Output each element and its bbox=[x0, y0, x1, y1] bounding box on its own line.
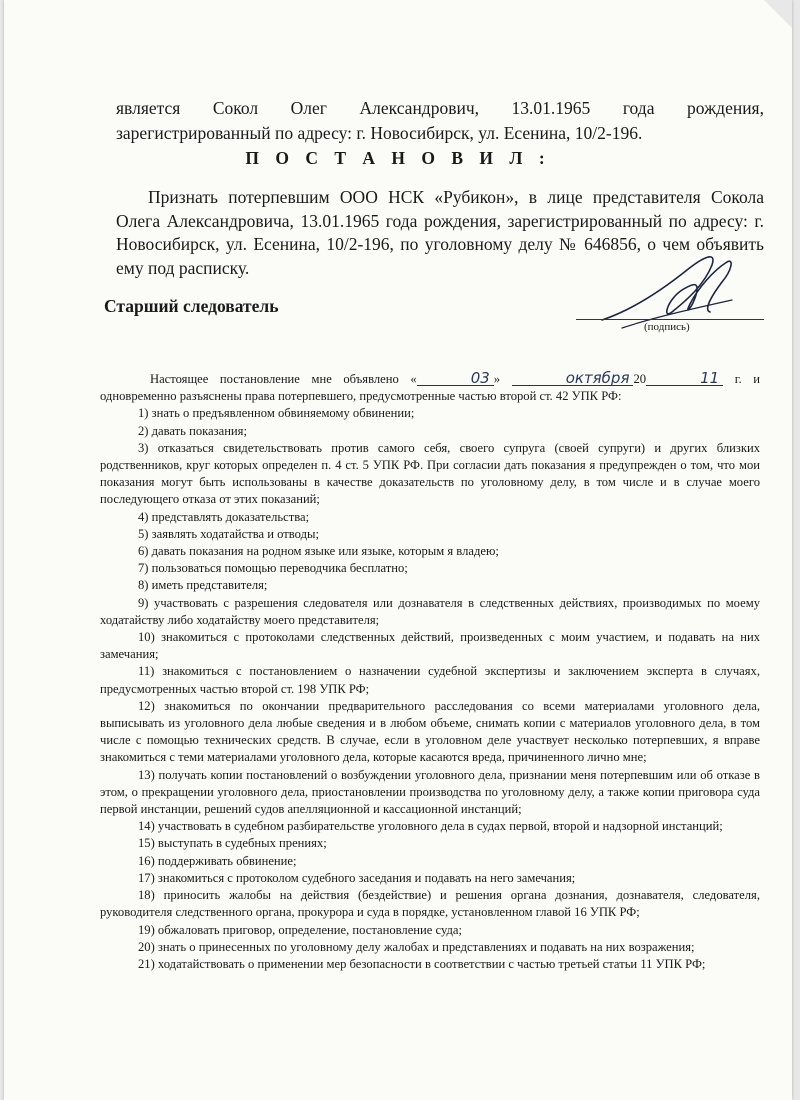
rights-item: 9) участвовать с разрешения следователя или дознавателя в следственных действиях, производимых по моему ходатайству либо ходатайству моего представителя; bbox=[100, 595, 760, 627]
rights-item: 16) поддерживать обвинение; bbox=[138, 853, 297, 868]
investigator-title: Старший следователь bbox=[104, 296, 279, 316]
document-page bbox=[4, 0, 792, 1100]
notice-intro bbox=[100, 371, 760, 405]
rights-item: 5) заявлять ходатайства и отводы; bbox=[138, 526, 319, 541]
rights-item: 3) отказаться свидетельствовать против самого себя, своего супруга (своей супруги) и других близких родственников, круг которых определен п. 4 ст. 5 УПК РФ. При согласии дать показания я предупрежден о том, что мои показания могут быть использованы в качестве доказательств по уголовному делу, в том числе и в случае моего последующего отказа от этих показаний; bbox=[100, 440, 760, 507]
rights-item: 14) участвовать в судебном разбирательстве уголовного дела в судах первой, второй и надзорной инстанций; bbox=[138, 819, 723, 834]
handwritten-year: 11 bbox=[646, 371, 723, 386]
notice-intro-start: Настоящее постановление мне объявлено bbox=[150, 372, 399, 386]
rights-item: 13) получать копии постановлений о возбуждении уголовного дела, признании меня потерпевшим или об отказе в этом, о прекращении уголовного дела, приостановлении производства по уголовному делу, а также копии приговора суда первой инстанции, решений судов апелляционной и кассационной инстанций; bbox=[100, 767, 760, 817]
signature-caption: (подпись) bbox=[644, 321, 690, 333]
handwritten-day: 03 bbox=[417, 371, 494, 386]
rights-item: 17) знакомиться с протоколом судебного заседания и подавать на него замечания; bbox=[138, 870, 576, 885]
rights-notice bbox=[100, 371, 760, 973]
folded-corner bbox=[764, 0, 792, 28]
victim-representative-paragraph bbox=[116, 96, 764, 146]
rights-list bbox=[100, 405, 760, 973]
day-open-quote: « bbox=[410, 372, 417, 386]
rights-item: 7) пользоваться помощью переводчика бесплатно; bbox=[138, 561, 408, 576]
rights-item: 6) давать показания на родном языке или языке, которым я владею; bbox=[138, 544, 499, 559]
decree-heading: П О С Т А Н О В И Л : bbox=[245, 148, 551, 168]
top-paragraph-line-1: является Сокол Олег Александрович, 13.01.1965 года рождения, bbox=[116, 98, 764, 118]
rights-item: 11) знакомиться с постановлением о назначении судебной экспертизы и заключением эксперта в случаях, предусмотренных частью второй ст. 198 УПК РФ; bbox=[100, 664, 760, 696]
notice-year-unit: г. и одновременно bbox=[100, 372, 761, 404]
rights-item: 12) знакомиться по окончании предварительного расследования со всеми материалами уголовного дела, выписывать из уголовного дела любые сведения и в любом объеме, снимать копии с материалов уголовного дела, в том числе с помощью технических средств. В случае, если в уголовном деле участвует несколько потерпевших, я вправе знакомиться с теми материалами уголовного дела, которые касаются вреда, причиненного лично мне; bbox=[100, 698, 760, 765]
top-paragraph-line-2: зарегистрированный по адресу: г. Новосибирск, ул. Есенина, 10/2-196. bbox=[116, 123, 643, 143]
rights-item: 1) знать о предъявленном обвиняемому обвинении; bbox=[138, 406, 415, 421]
handwritten-month: октября bbox=[512, 371, 634, 386]
rights-item: 2) давать показания; bbox=[138, 423, 247, 438]
rights-item: 21) ходатайствовать о применении мер безопасности в соответствии с частью третьей статьи 11 УПК РФ; bbox=[138, 956, 706, 971]
year-prefix: 20 bbox=[633, 372, 647, 386]
rights-item: 10) знакомиться с протоколами следственных действий, произведенных с моим участием, и подавать на них замечания; bbox=[100, 630, 760, 662]
rights-item: 15) выступать в судебных прениях; bbox=[138, 836, 327, 851]
notice-intro-end: разъяснены права потерпевшего, предусмотренные частью второй ст. 42 УПК РФ: bbox=[179, 389, 622, 404]
rights-item: 18) приносить жалобы на действия (бездействие) и решения органа дознания, дознавателя, следователя, руководителя следственного органа, прокурора и суда в порядке, установленном главой 16 УПК РФ; bbox=[100, 888, 760, 920]
day-close-quote: » bbox=[493, 372, 501, 386]
rights-item: 19) обжаловать приговор, определение, постановление суда; bbox=[138, 922, 462, 937]
rights-item: 8) иметь представителя; bbox=[138, 578, 268, 593]
rights-item: 4) представлять доказательства; bbox=[138, 509, 310, 524]
decree-text: Признать потерпевшим ООО НСК «Рубикон», в лице представителя Сокола Олега Александровича, 13.01.1965 года рождения, зарегистрированный по адресу: г. Новосибирск, ул. Есенина, 10/2-196, по уголовному делу № 646856, о чем объявить ему под расписку. bbox=[116, 187, 764, 278]
rights-item: 20) знать о принесенных по уголовному делу жалобах и представлениях и подавать на них возражения; bbox=[138, 939, 695, 954]
signature-line bbox=[576, 319, 764, 320]
